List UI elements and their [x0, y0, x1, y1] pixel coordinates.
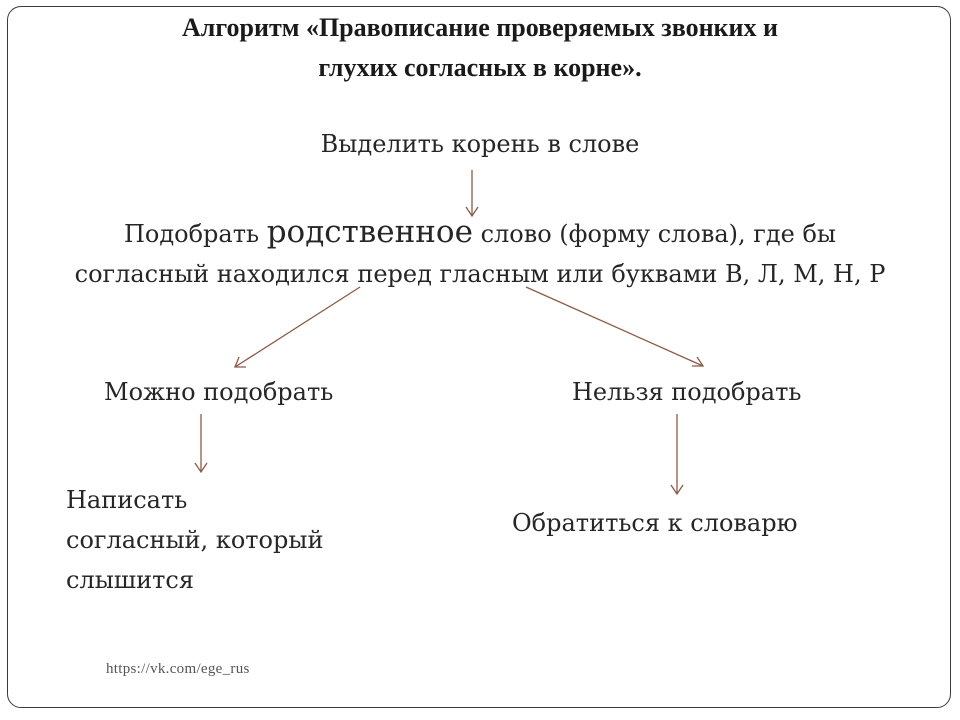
title-line-2: глухих согласных в корне».	[318, 53, 642, 82]
arrow-to-can-find	[235, 287, 360, 367]
result-line-3: слышится	[66, 566, 194, 594]
step-find-root: Выделить корень в слове	[320, 130, 640, 158]
title-line-1: Алгоритм «Правописание проверяемых звонких и	[182, 13, 778, 42]
branch-can-find: Можно подобрать	[104, 378, 334, 406]
result-line-1: Написать	[66, 486, 188, 514]
source-url: https://vk.com/ege_rus	[106, 661, 250, 677]
arrow-to-cannot-find	[526, 287, 703, 366]
result-line-2: согласный, который	[66, 526, 324, 554]
step2-line-2: согласный находился перед гласным или буквами В, Л, М, Н, Р	[74, 260, 886, 288]
step2-emphasis: родственное	[266, 214, 473, 250]
branch-cannot-find: Нельзя подобрать	[572, 378, 802, 406]
step2-suffix: слово (форму слова), где бы	[472, 220, 836, 248]
step2-prefix: Подобрать	[124, 220, 267, 248]
result-use-dictionary: Обратиться к словарю	[512, 509, 798, 537]
